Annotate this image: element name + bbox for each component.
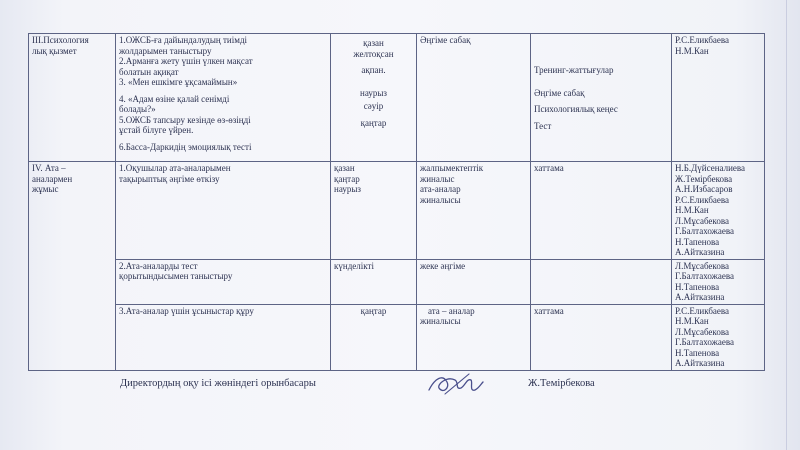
signature-icon (425, 370, 487, 400)
section-cell-parents: IV. Ата – аналармен жұмыс (29, 162, 116, 371)
signature-footer (0, 370, 800, 400)
responsible-cell-parents-2: Л.Мұсабекова Г.Балтахожаева Н.Тапенова А.Айтказина (672, 259, 765, 304)
forms-cell-psychology: Әңгіме сабақ (417, 34, 531, 162)
table-row-psychology (29, 34, 765, 162)
dates-cell-parents-3: қаңтар (331, 304, 417, 370)
dates-cell-parents-1: қазан қаңтар наурыз (331, 162, 417, 260)
tasks-cell-parents-1: 1.Оқушылар ата-аналарымен тақырыптық әңгіме өткізу (116, 162, 331, 260)
dates-cell-parents-2: күнделікті (331, 259, 417, 304)
results-cell-parents-1: хаттама (531, 162, 672, 260)
responsible-cell-psychology: Р.С.Еликбаева Н.М.Кан (672, 34, 765, 162)
section-cell-psychology: III.Психология лық қызмет (29, 34, 116, 162)
results-cell-psychology: Тренинг-жаттығулар Әңгіме сабақ Психологиялық кеңес Тест (531, 34, 672, 162)
tasks-cell-psychology: 1.ОЖСБ-ға дайындалудың тиімді жолдарымен таныстыру 2.Арманға жету үшін үлкен мақсат болатын ақиқат 3. «Мен ешкімге ұқсамаймын» 4. «Адам өзіне қалай сенімді болады?» 5.ОЖСБ тапсыру кезінде өз-өзіңді ұстай білуге үйрен. 6.Басса-Даркидің эмоциялық тесті (116, 34, 331, 162)
signatory-name: Ж.Темірбекова (528, 378, 595, 389)
forms-cell-parents-1: жалпымектептік жиналыс ата-аналар жиналысы (417, 162, 531, 260)
results-cell-parents-3: хаттама (531, 304, 672, 370)
table-row-parents-2 (29, 259, 765, 304)
forms-cell-parents-2: жеке әңгіме (417, 259, 531, 304)
results-cell-parents-2 (531, 259, 672, 304)
dates-cell-psychology: қазан желтоқсан ақпан. наурыз сәуір қаңтар (331, 34, 417, 162)
forms-cell-parents-3: ата – аналар жиналысы (417, 304, 531, 370)
tasks-cell-parents-3: 3.Ата-аналар үшін ұсыныстар құру (116, 304, 331, 370)
responsible-cell-parents-1: Н.Б.Дүйсеналиева Ж.Темірбекова А.Н.Избасаров Р.С.Еликбаева Н.М.Кан Л.Мұсабекова Г.Балтахожаева Н.Тапенова А.Айтказина (672, 162, 765, 260)
table-row-parents-3 (29, 304, 765, 370)
signatory-role: Директордың оқу ісі жөніндегі орынбасары (120, 378, 316, 389)
responsible-cell-parents-3: Р.С.Еликбаева Н.М.Кан Л.Мұсабекова Г.Балтахожаева Н.Тапенова А.Айтказина (672, 304, 765, 370)
work-plan-table (28, 33, 765, 371)
tasks-cell-parents-2: 2.Ата-аналарды тест қорытындысымен таныстыру (116, 259, 331, 304)
table-row-parents-1 (29, 162, 765, 260)
